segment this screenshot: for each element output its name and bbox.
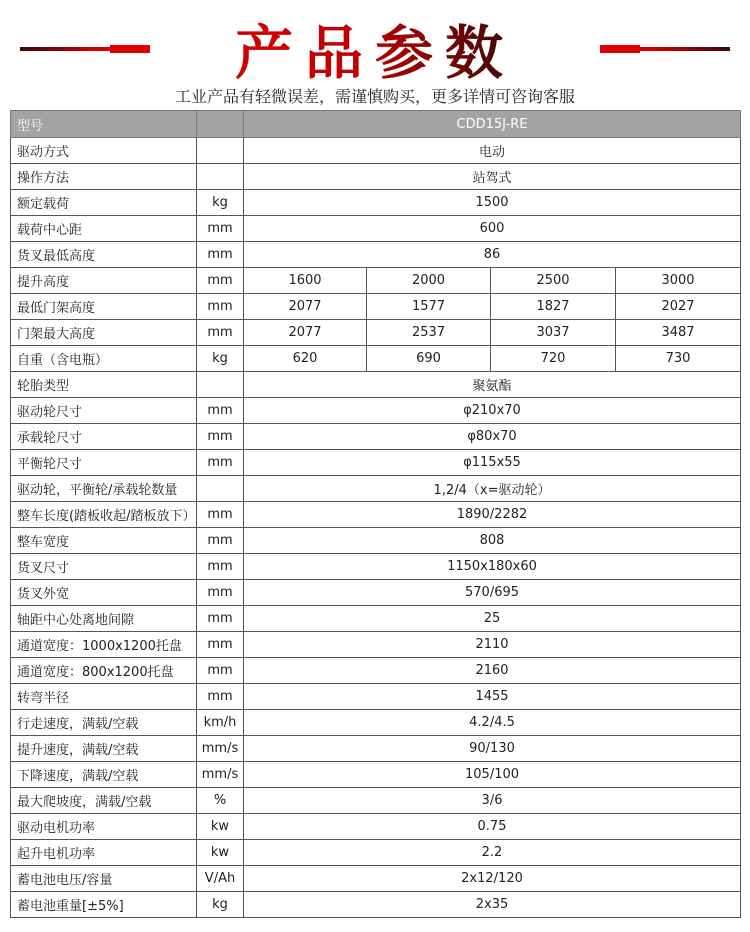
table-row [11, 736, 741, 762]
spec-label: 驱动轮，平衡轮/承载轮数量 [11, 476, 197, 502]
spec-unit: mm [197, 242, 244, 268]
table-row [11, 320, 741, 346]
spec-value: 3487 [616, 320, 741, 346]
spec-label: 最低门架高度 [11, 294, 197, 320]
spec-value: 2.2 [244, 840, 741, 866]
table-row [11, 398, 741, 424]
spec-value: 2027 [616, 294, 741, 320]
spec-label: 提升高度 [11, 268, 197, 294]
table-row [11, 138, 741, 164]
spec-value: 2537 [367, 320, 491, 346]
spec-value: 3037 [491, 320, 616, 346]
table-row [11, 684, 741, 710]
subtitle: 工业产品有轻微误差，需谨慎购买，更多详情可咨询客服 [174, 87, 575, 106]
spec-unit [197, 476, 244, 502]
spec-unit: mm [197, 450, 244, 476]
spec-label: 通道宽度：800x1200托盘 [11, 658, 197, 684]
table-row [11, 372, 741, 398]
spec-value: 2x35 [244, 892, 741, 918]
table-row [11, 866, 741, 892]
table-row [11, 476, 741, 502]
decorative-line-right [600, 47, 730, 51]
spec-value: 1455 [244, 684, 741, 710]
spec-label: 驱动电机功率 [11, 814, 197, 840]
spec-unit: kg [197, 190, 244, 216]
spec-unit: mm/s [197, 762, 244, 788]
spec-unit: mm [197, 424, 244, 450]
spec-value: 1,2/4（x=驱动轮） [244, 476, 741, 502]
table-row [11, 216, 741, 242]
spec-value: 1577 [367, 294, 491, 320]
spec-unit [197, 138, 244, 164]
table-row [11, 658, 741, 684]
table-row [11, 190, 741, 216]
spec-label: 载荷中心距 [11, 216, 197, 242]
table-row [11, 892, 741, 918]
table-row [11, 710, 741, 736]
spec-label: 货叉外宽 [11, 580, 197, 606]
table-row [11, 164, 741, 190]
spec-value: 1890/2282 [244, 502, 741, 528]
spec-label: 起升电机功率 [11, 840, 197, 866]
spec-value: 站驾式 [244, 164, 741, 190]
spec-label: 蓄电池重量[±5%] [11, 892, 197, 918]
spec-unit: kw [197, 840, 244, 866]
table-row [11, 762, 741, 788]
spec-value: 1500 [244, 190, 741, 216]
spec-value: 1600 [244, 268, 367, 294]
table-row [11, 242, 741, 268]
spec-label: 提升速度，满载/空载 [11, 736, 197, 762]
spec-unit: mm [197, 580, 244, 606]
spec-value: 720 [491, 346, 616, 372]
spec-label: 通道宽度：1000x1200托盘 [11, 632, 197, 658]
table-row [11, 788, 741, 814]
spec-value: 电动 [244, 138, 741, 164]
spec-label: 驱动轮尺寸 [11, 398, 197, 424]
spec-unit [197, 372, 244, 398]
spec-value: 90/130 [244, 736, 741, 762]
spec-value: 730 [616, 346, 741, 372]
spec-unit: mm [197, 606, 244, 632]
spec-value: 2077 [244, 294, 367, 320]
spec-value: 808 [244, 528, 741, 554]
spec-value: 620 [244, 346, 367, 372]
spec-label: 行走速度，满载/空载 [11, 710, 197, 736]
spec-value: φ80x70 [244, 424, 741, 450]
header-label: 型号 [11, 111, 197, 138]
spec-unit: mm [197, 320, 244, 346]
spec-unit [197, 164, 244, 190]
spec-unit: mm [197, 554, 244, 580]
table-row [11, 580, 741, 606]
table-row [11, 450, 741, 476]
spec-unit: mm [197, 502, 244, 528]
spec-value: φ115x55 [244, 450, 741, 476]
table-row [11, 424, 741, 450]
table-row [11, 554, 741, 580]
table-row [11, 632, 741, 658]
spec-value: 570/695 [244, 580, 741, 606]
spec-unit: mm [197, 684, 244, 710]
spec-value: 2160 [244, 658, 741, 684]
table-row [11, 528, 741, 554]
spec-value: 3000 [616, 268, 741, 294]
spec-value: 2500 [491, 268, 616, 294]
spec-label: 货叉最低高度 [11, 242, 197, 268]
spec-value: 聚氨酯 [244, 372, 741, 398]
spec-value: 2000 [367, 268, 491, 294]
spec-value: 3/6 [244, 788, 741, 814]
page-title: 产品参数 [234, 19, 515, 87]
spec-unit: mm [197, 268, 244, 294]
spec-unit: km/h [197, 710, 244, 736]
spec-value: 2110 [244, 632, 741, 658]
spec-label: 转弯半径 [11, 684, 197, 710]
table-row [11, 814, 741, 840]
spec-label: 整车宽度 [11, 528, 197, 554]
table-row [11, 606, 741, 632]
spec-label: 整车长度(踏板收起/踏板放下） [11, 502, 197, 528]
spec-value: 2077 [244, 320, 367, 346]
spec-label: 承载轮尺寸 [11, 424, 197, 450]
spec-unit: kg [197, 892, 244, 918]
spec-unit: kg [197, 346, 244, 372]
spec-label: 平衡轮尺寸 [11, 450, 197, 476]
spec-value: 1827 [491, 294, 616, 320]
table-row [11, 346, 741, 372]
spec-label: 驱动方式 [11, 138, 197, 164]
spec-unit: mm [197, 658, 244, 684]
spec-unit: V/Ah [197, 866, 244, 892]
spec-unit: % [197, 788, 244, 814]
spec-label: 蓄电池电压/容量 [11, 866, 197, 892]
model-value: CDD15J-RE [244, 111, 741, 138]
spec-value: 600 [244, 216, 741, 242]
spec-value: 4.2/4.5 [244, 710, 741, 736]
spec-unit: mm [197, 216, 244, 242]
spec-label: 操作方法 [11, 164, 197, 190]
spec-label: 额定载荷 [11, 190, 197, 216]
spec-value: 690 [367, 346, 491, 372]
table-row [11, 268, 741, 294]
spec-unit: mm [197, 398, 244, 424]
spec-label: 最大爬坡度，满载/空载 [11, 788, 197, 814]
spec-label: 下降速度，满载/空载 [11, 762, 197, 788]
spec-value: 1150x180x60 [244, 554, 741, 580]
spec-label: 自重（含电瓶） [11, 346, 197, 372]
spec-label: 轮胎类型 [11, 372, 197, 398]
spec-value: 105/100 [244, 762, 741, 788]
table-row [11, 502, 741, 528]
spec-unit: mm/s [197, 736, 244, 762]
table-row [11, 294, 741, 320]
spec-value: 86 [244, 242, 741, 268]
spec-unit: mm [197, 632, 244, 658]
spec-unit: mm [197, 528, 244, 554]
spec-table [10, 110, 741, 918]
spec-value: 25 [244, 606, 741, 632]
table-header-row [11, 111, 741, 138]
spec-unit: mm [197, 294, 244, 320]
spec-label: 轴距中心处离地间隙 [11, 606, 197, 632]
spec-label: 门架最大高度 [11, 320, 197, 346]
spec-value: 2x12/120 [244, 866, 741, 892]
spec-label: 货叉尺寸 [11, 554, 197, 580]
spec-value: φ210x70 [244, 398, 741, 424]
table-row [11, 840, 741, 866]
spec-value: 0.75 [244, 814, 741, 840]
spec-unit: kw [197, 814, 244, 840]
